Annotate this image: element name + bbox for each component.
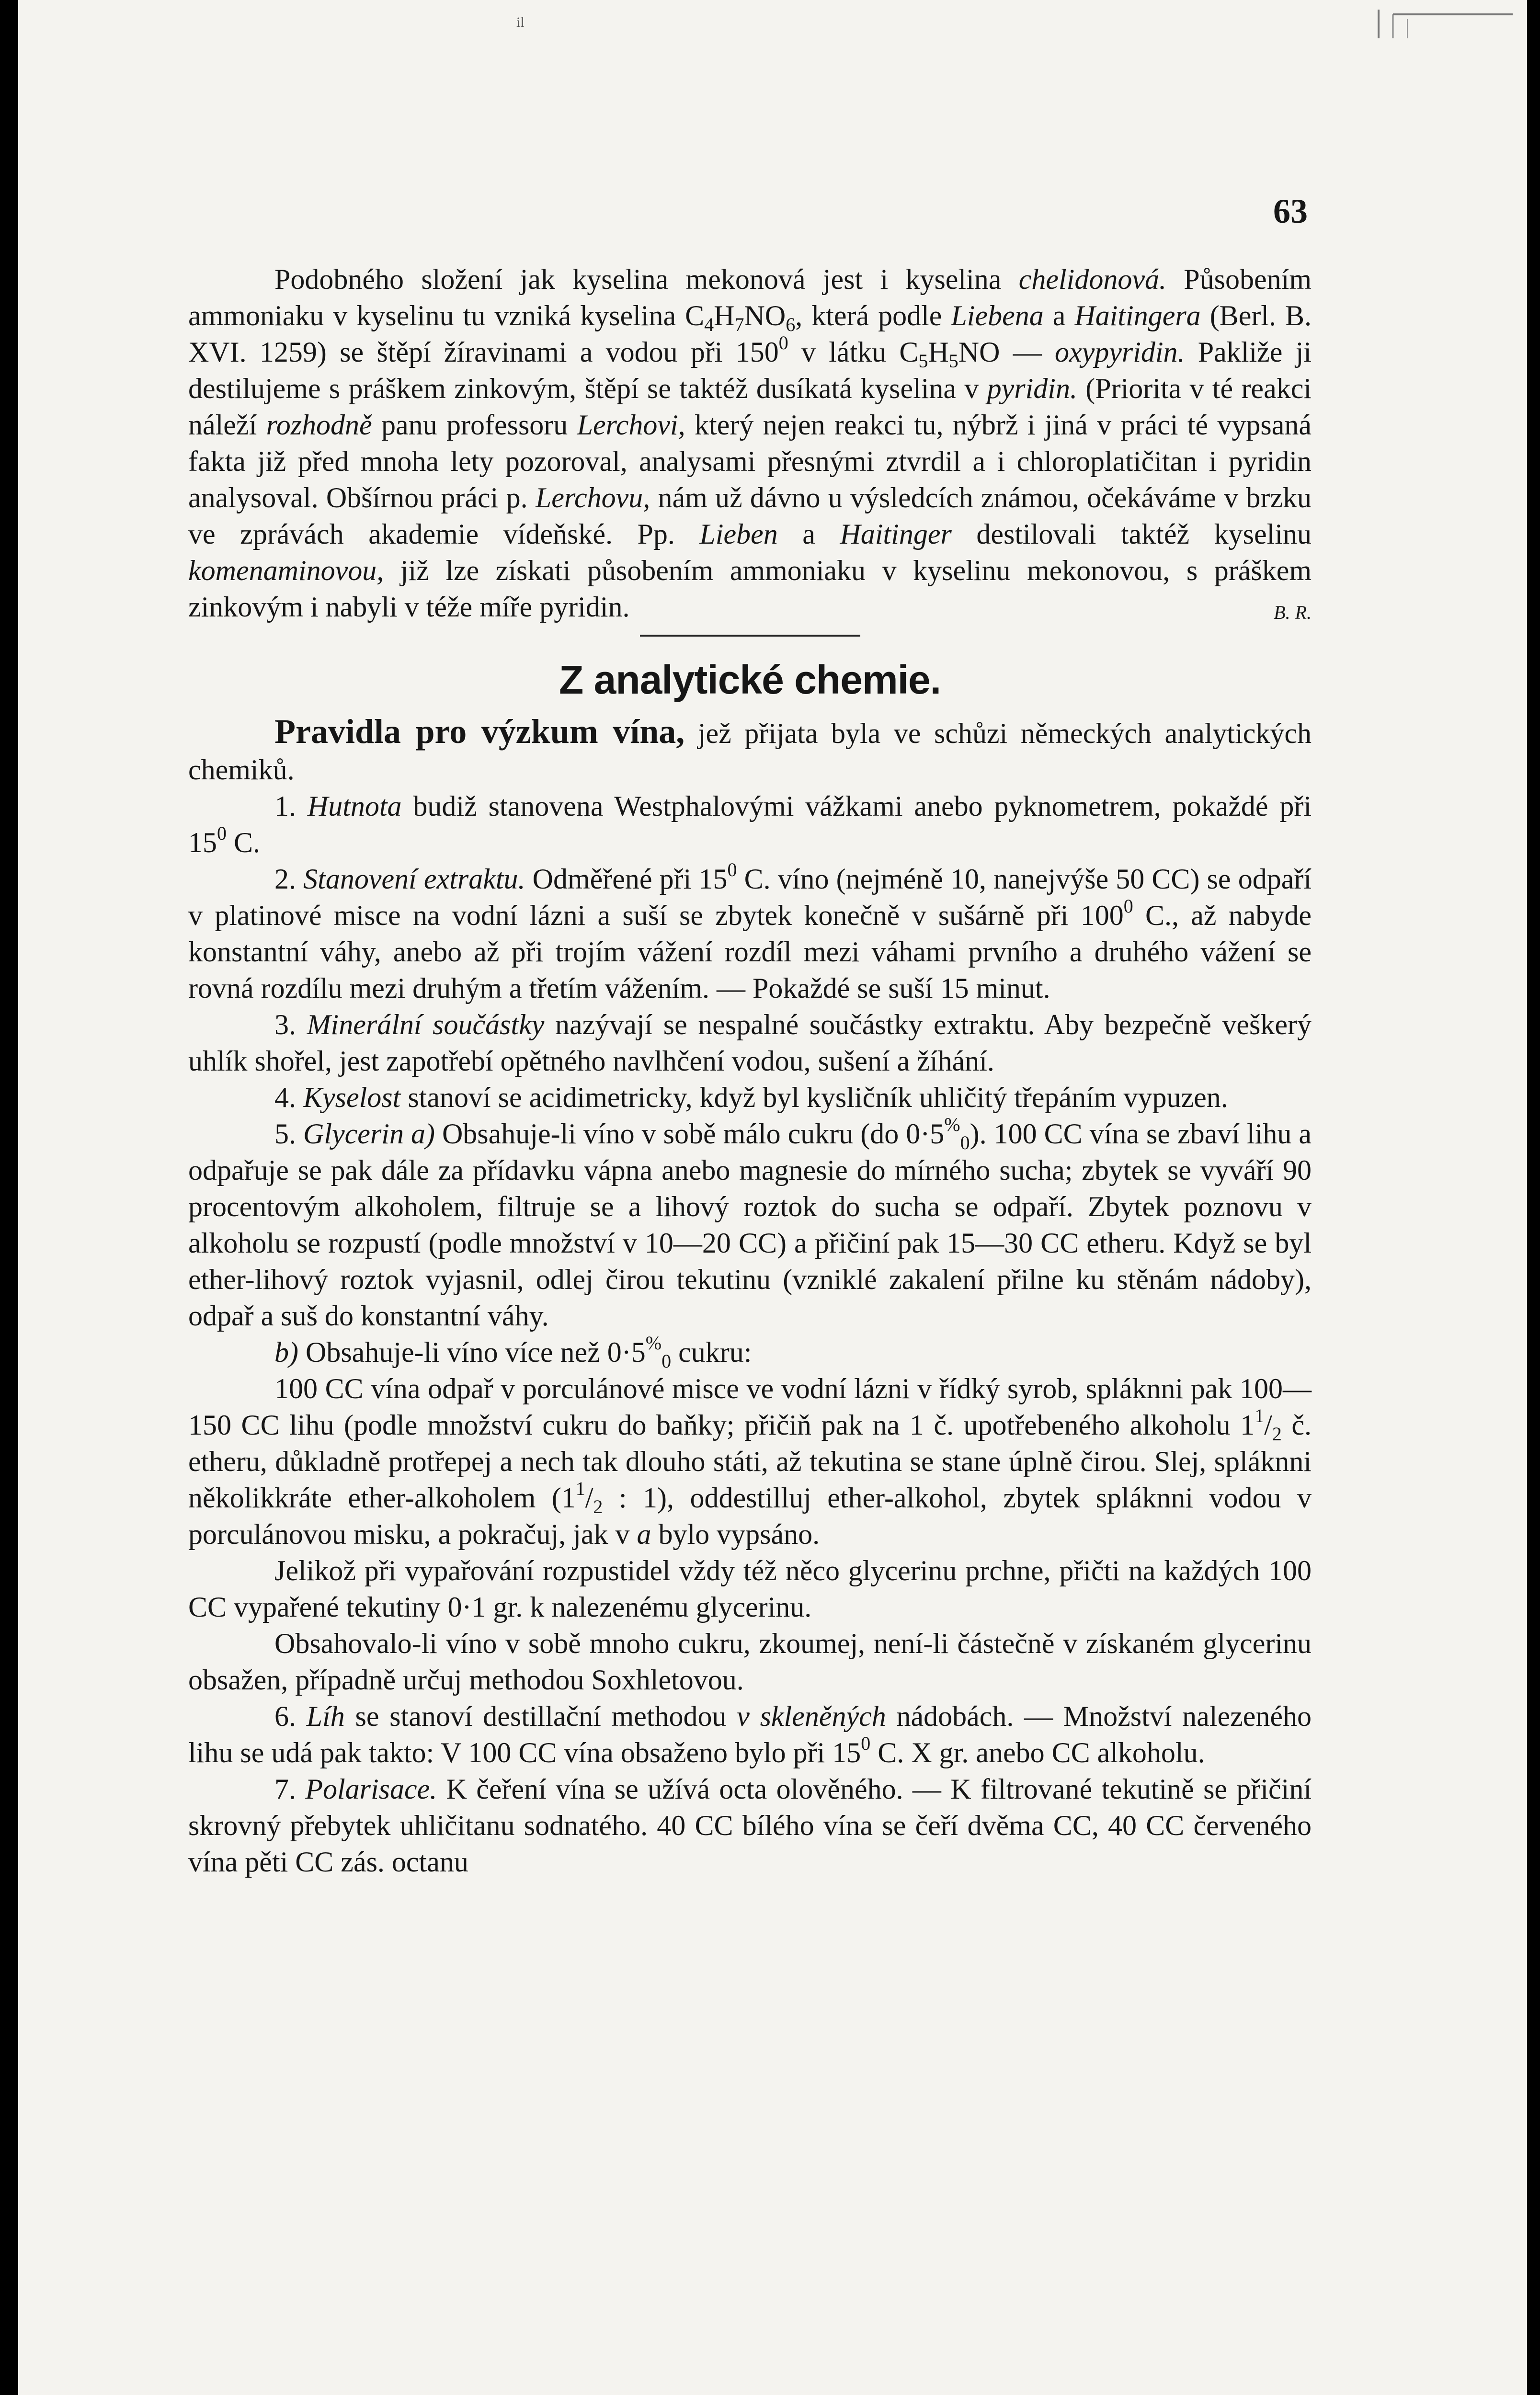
paragraph-obsahovalo: Obsahovalo-li víno v sobě mnoho cukru, zkoumej, není-li částečně v získaném glycerinu obsažen, případně určuj methodou Soxhletovou.: [188, 1628, 1312, 1696]
rule-1: 1. Hutnota budiž stanovena Westphalovými vážkami anebo pyknometrem, pokaždé při $15^0$ C.: [188, 790, 1312, 858]
rule-6: 6. Líh se stanoví destillační methodou v skleněných nádobách. — Množství nalezeného lihu se udá pak takto: V 100 CC vína obsaženo bylo při $15^0$ C. X gr. anebo CC alkoholu.: [188, 1700, 1312, 1768]
rule-4: 4. Kyselost stanoví se acidimetricky, když byl kysličník uhličitý třepáním vypuzen.: [274, 1082, 1228, 1113]
page-number: 63: [1273, 192, 1308, 230]
section-lead: Pravidla pro výzkum vína, jež přijata byla ve schůzi německých analytických chemiků.: [188, 712, 1312, 786]
registration-marks-icon: [1374, 5, 1517, 43]
rule-7: 7. Polarisace. K čeření vína se užívá octa olověného. — K filtrované tekutině se přičiní skrovný přebytek uhličitanu sodnatého. 40 CC bílého vína se čeří dvěma CC, 40 CC červeného vína pěti CC zás. octanu: [188, 1773, 1312, 1878]
rule-3: 3. Minerální součástky nazývají se nespalné součástky extraktu. Aby bezpečně veškerý uhlík shořel, jest zapotřebí opětného navlhčení vodou, sušení a žíhání.: [188, 1009, 1312, 1077]
scanned-page: [18, 0, 1527, 2395]
lead-title: Pravidla pro výzkum vína,: [274, 712, 685, 751]
rule-2: 2. Stanovení extraktu. Odměřené při $15^0$ C. víno (nejméně 10, nanejvýše 50 CC) se odpaří v platinové misce na vodní lázni a suší se zbytek konečně v sušárně při $100^0$ C., až nabyde konstantní váhy, anebo až při trojím vážení rozdíl mezi váhami prvního a druhého vážení se rovná rozdílu mezi druhým a třetím vážením. — Pokaždé se suší 15 minut.: [188, 859, 1312, 1004]
intro-paragraph: Podobného složení jak kyselina mekonová jest i kyselina chelidonová. Působením ammoniaku v kyselinu tu vzniká kyselina $C_4H_7NO_6$, která podle Liebena a Haitingera (Berl. B. XVI. 1259) se štěpí žíravinami a vodou při $150^0$ v látku $C_5H_5NO$ — oxypyridin. Pakliže ji destilujeme s práškem zinkovým, štěpí se taktéž dusíkatá kyselina v pyridin. (Priorita v té reakci náleží rozhodně panu professoru Lerchovi, který nejen reakci tu, nýbrž i jiná v práci té vypsaná fakta již před mnoha lety pozoroval, analysami přesnými ztvrdil a i chloroplatičitan i pyridin analysoval. Obšírnou práci p. Lerchovu, nám už dávno u výsledcích známou, očekáváme v brzku ve zprávách akademie vídeňské. Pp. Lieben a Haitinger destilovali taktéž kyselinu komenaminovou, již lze získati působením ammoniaku v kyselinu mekonovou, s práškem zinkovým i nabyli v téže míře pyridin. B. R.: [188, 261, 1312, 625]
scan-mark: il: [516, 14, 525, 30]
page-body: [188, 261, 1312, 1880]
section-heading: Z analytické chemie.: [559, 657, 941, 702]
paragraph-jelikoz: Jelikož při vypařování rozpustidel vždy též něco glycerinu prchne, přičti na každých 100 CC vypařené tekutiny 0·1 gr. k nalezenému glycerinu.: [188, 1555, 1312, 1623]
section-divider: [640, 635, 860, 637]
rule-5b-procedure: 100 CC vína odpař v porculánové misce ve vodní lázni v řídký syrob, spláknni pak 100—150 CC lihu (podle množství cukru do baňky; přičiň pak na 1 č. upotřebeného alkoholu $1^1/_2$ č. etheru, důkladně protřepej a nech tak dlouho státi, až tekutina se stane úplně čirou. Slej, spláknni několikkráte ether-alkoholem ($1^1/_2$ : 1), oddestilluj ether-alkohol, zbytek spláknni vodou v porculánovou misku, a pokračuj, jak v a bylo vypsáno.: [188, 1373, 1312, 1550]
author-initials: B. R.: [1274, 602, 1312, 623]
rule-5b: b) Obsahuje-li víno více než $0\cdot 5^{\%}_0$ cukru:: [274, 1332, 752, 1372]
rule-5: 5. Glycerin a) Obsahuje-li víno v sobě málo cukru (do $0\cdot 5^{\%}_0$). 100 CC vína se zbaví lihu a odpařuje se pak dále za přídavku vápna anebo magnesie do mírného sucha; zbytek se vyváří 90 procentovým alkoholem, filtruje se a lihový roztok do sucha se odpaří. Zbytek poznovu v alkoholu se rozpustí (podle množství v 10—20 CC) a přičiní pak 15—30 CC etheru. Když se byl ether-lihový roztok vyjasnil, odlej čirou tekutinu (vzniklé zakalení přilne ku stěnám nádoby), odpař a suš do konstantní váhy.: [188, 1114, 1312, 1332]
